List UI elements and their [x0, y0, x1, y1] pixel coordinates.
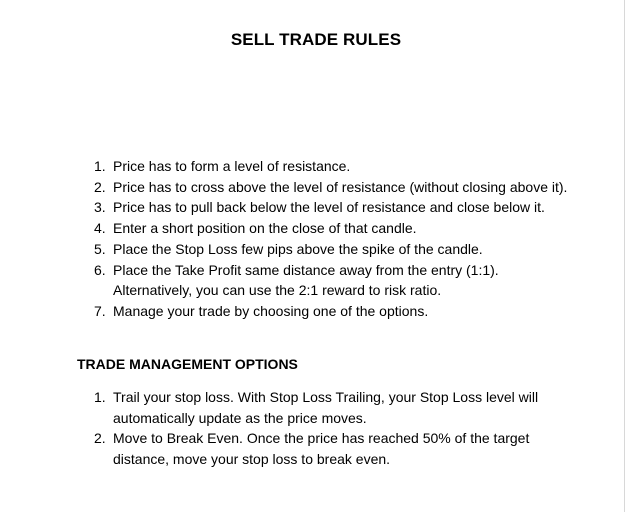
item-number: 6.	[94, 261, 106, 278]
page-title: SELL TRADE RULES	[230, 30, 402, 49]
list-item	[77, 260, 577, 301]
item-text: Price has to cross above the level of resistance (without closing above it).	[113, 178, 568, 195]
list-item	[77, 301, 577, 322]
item-number: 3.	[94, 199, 106, 216]
item-number: 2.	[94, 430, 106, 447]
item-number: 1.	[94, 158, 106, 174]
list-item	[77, 177, 577, 198]
item-number: 2.	[94, 178, 106, 195]
item-text: Enter a short position on the close of that candle.	[113, 220, 417, 237]
list-item	[77, 156, 577, 177]
item-number: 1.	[94, 389, 106, 405]
item-text: Trail your stop loss. With Stop Loss Trailing, your Stop Loss level will automatically update as the price moves.	[113, 389, 539, 426]
item-text: Place the Take Profit same distance away from the entry (1:1). Alternatively, you can use the 2:1 reward to risk ratio.	[113, 261, 499, 299]
item-text: Place the Stop Loss few pips above the spike of the candle.	[113, 240, 483, 257]
item-number: 7.	[94, 302, 106, 319]
list-item	[77, 428, 577, 469]
item-number: 4.	[94, 220, 106, 237]
list-item	[77, 218, 577, 239]
list-item	[77, 197, 577, 218]
item-text: Price has to form a level of resistance.	[113, 158, 351, 174]
item-text: Price has to pull back below the level of resistance and close below it.	[113, 199, 545, 216]
sell-rules-list	[77, 156, 577, 322]
item-number: 5.	[94, 240, 106, 257]
section-heading: TRADE MANAGEMENT OPTIONS	[77, 356, 298, 372]
management-options-list	[77, 387, 577, 470]
item-text: Move to Break Even. Once the price has reached 50% of the target distance, move your stop loss to break even.	[113, 430, 530, 468]
list-item	[77, 239, 577, 260]
list-item	[77, 387, 577, 428]
item-text: Manage your trade by choosing one of the options.	[113, 302, 429, 319]
